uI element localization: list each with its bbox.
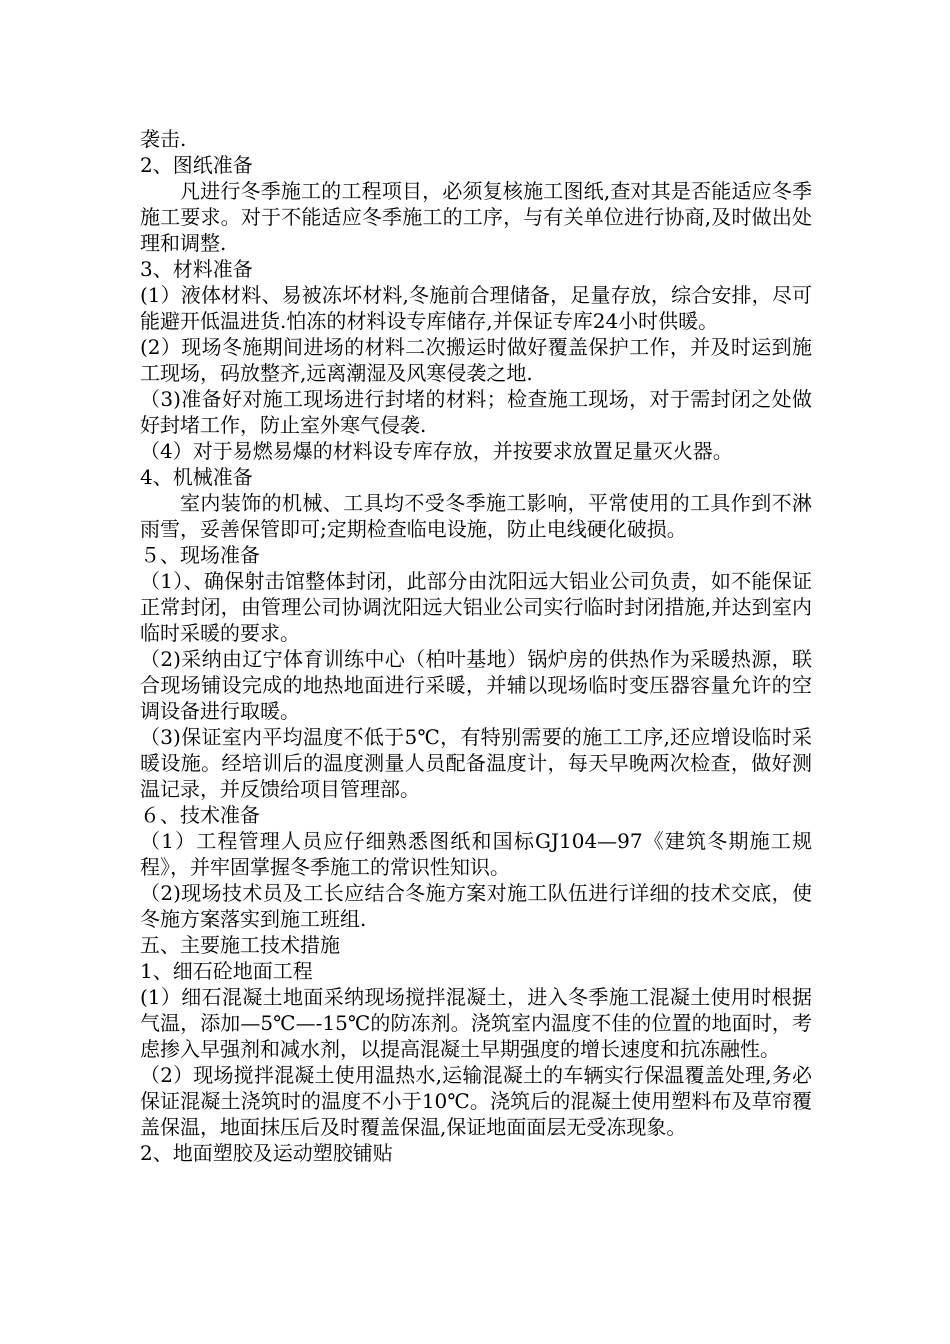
paragraph-site-item-1: （1）、确保射击馆整体封闭，此部分由沈阳远大铝业公司负责，如不能保证正常封闭，由管理公司协调沈阳远大铝业公司实行临时封闭措施,并达到室内临时采暖的要求。 [140,569,812,645]
paragraph-concrete-item-1: (1）细石混凝土地面采纳现场搅拌混凝土，进入冬季施工混凝土使用时根据气温，添加—5℃—-15℃的防冻剂。浇筑室内温度不佳的位置的地面时，考虑掺入早强剂和减水剂，以提高混凝土早期强度的增长速度和抗冻融性。 [140,985,812,1061]
paragraph-material-item-1: (1）液体材料、易被冻坏材料,冬施前合理储备，足量存放，综合安排，尽可能避开低温进货.怕冻的材料设专库储存,并保证专库24小时供暖。 [140,283,812,333]
paragraph-concrete-item-2: （2）现场搅拌混凝土使用温热水,运输混凝土的车辆实行保温覆盖处理,务必保证混凝土浇筑时的温度不小于10℃。浇筑后的混凝土使用塑料布及草帘覆盖保温，地面抹压后及时覆盖保温,保证地面面层无受冻现象。 [140,1063,812,1139]
paragraph-machinery-preparation: 室内装饰的机械、工具均不受冬季施工影响，平常使用的工具作到不淋雨雪，妥善保管即可;定期检查临电设施，防止电线硬化破损。 [140,491,812,541]
paragraph-technical-item-1: （1）工程管理人员应仔细熟悉图纸和国标GJ104—97《建筑冬期施工规程》，并牢固掌握冬季施工的常识性知识。 [140,829,812,879]
heading-main-measures: 五、主要施工技术措施 [140,933,340,957]
paragraph-material-item-2: (2）现场冬施期间进场的材料二次搬运时做好覆盖保护工作，并及时运到施工现场，码放整齐,远离潮湿及风寒侵袭之地. [140,335,812,385]
paragraph-material-item-4: （4）对于易燃易爆的材料设专库存放，并按要求放置足量灭火器。 [140,439,733,463]
paragraph-material-item-3: （3)准备好对施工现场进行封堵的材料；检查施工现场，对于需封闭之处做好封堵工作，防止室外寒气侵袭. [140,387,812,437]
paragraph-drawing-preparation: 凡进行冬季施工的工程项目，必须复核施工图纸,查对其是否能适应冬季施工要求。对于不能适应冬季施工的工序，与有关单位进行协商,及时做出处理和调整. [140,179,812,255]
heading-floor-rubber: 2、地面塑胶及运动塑胶铺贴 [140,1141,393,1165]
heading-drawing-preparation: 2、图纸准备 [140,153,253,177]
heading-site-preparation: ５、现场准备 [140,543,260,567]
document-body [140,126,812,1166]
paragraph-continuation: 袭击. [140,127,187,151]
heading-machinery-preparation: 4、机械准备 [140,465,253,489]
heading-technical-preparation: ６、技术准备 [140,803,260,827]
heading-fine-concrete-floor: 1、细石砼地面工程 [140,959,313,983]
paragraph-site-item-2: （2)采纳由辽宁体育训练中心（柏叶基地）锅炉房的供热作为采暖热源，联合现场铺设完成的地热地面进行采暖，并辅以现场临时变压器容量允许的空调设备进行取暖。 [140,647,812,723]
heading-material-preparation: 3、材料准备 [140,257,253,281]
paragraph-technical-item-2: （2)现场技术员及工长应结合冬施方案对施工队伍进行详细的技术交底，使冬施方案落实到施工班组. [140,881,812,931]
paragraph-site-item-3: （3)保证室内平均温度不低于5℃，有特别需要的施工工序,还应增设临时采暖设施。经培训后的温度测量人员配备温度计，每天早晚两次检查，做好测温记录，并反馈给项目管理部。 [140,725,812,801]
